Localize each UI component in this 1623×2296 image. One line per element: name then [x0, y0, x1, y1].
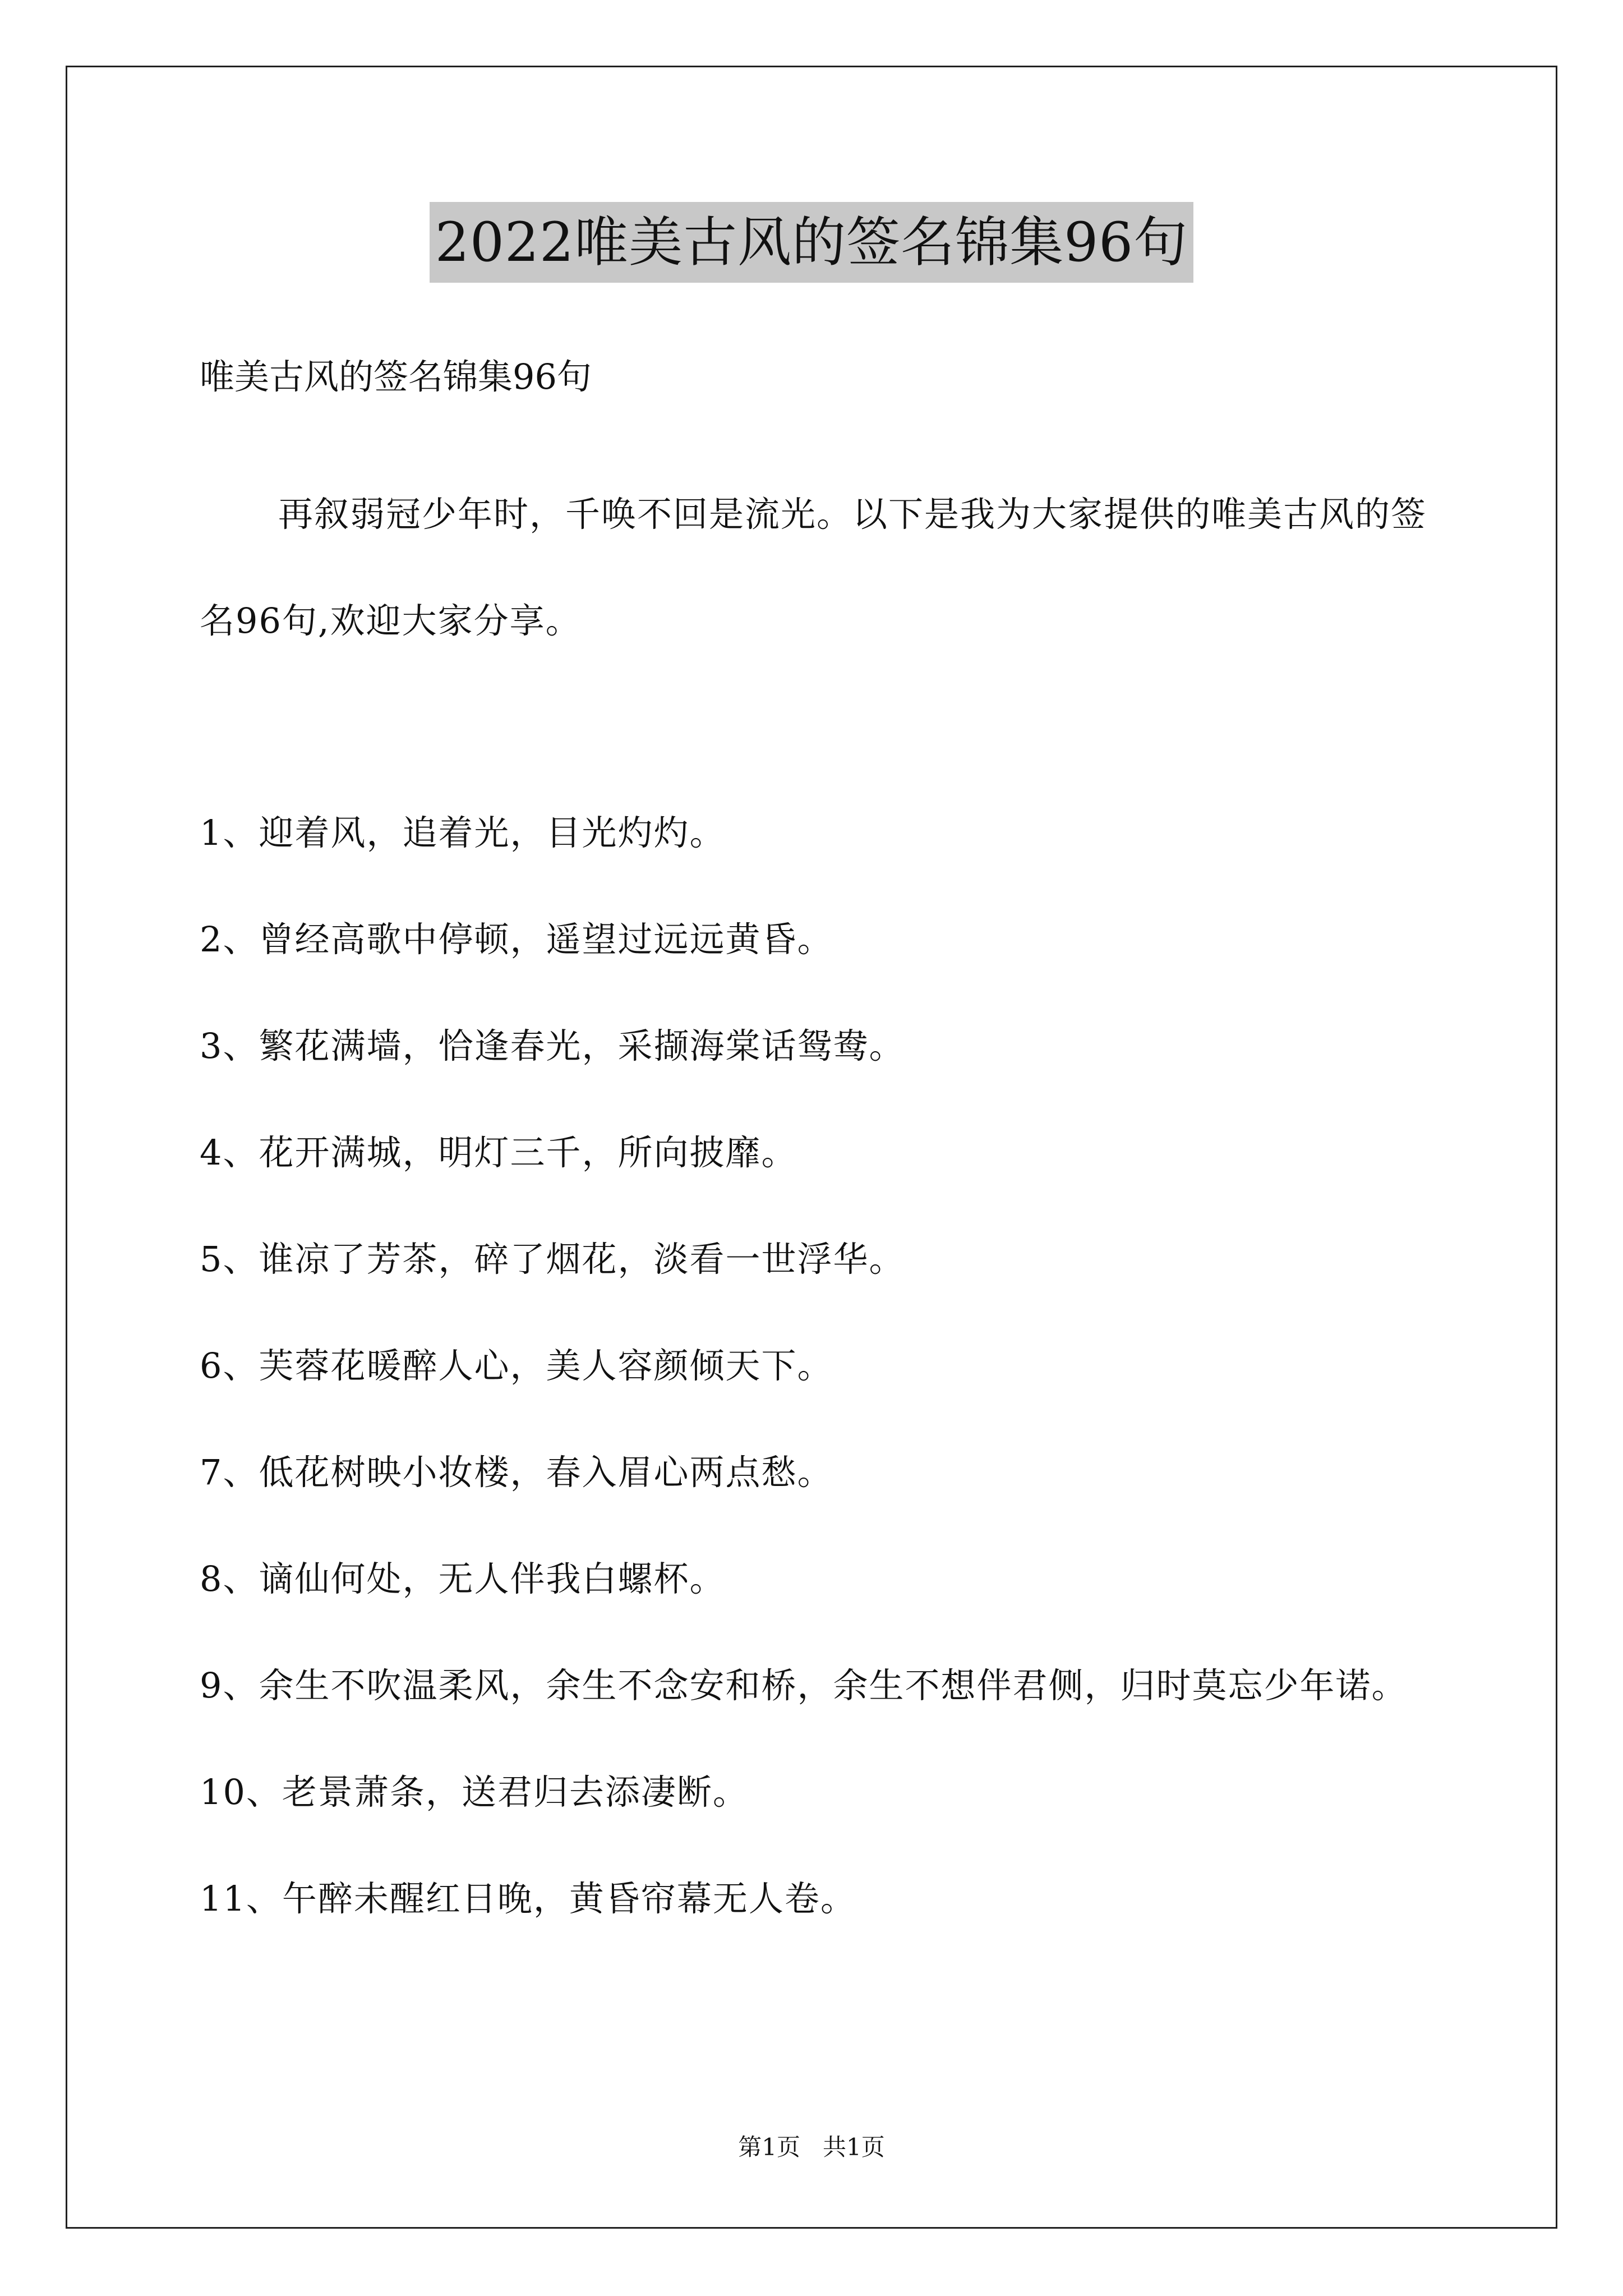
page-number-current: 第1页: [738, 2133, 800, 2161]
document-subtitle: 唯美古风的签名锦集96句: [200, 356, 592, 397]
page-number-total: 共1页: [823, 2133, 885, 2161]
list-item: 1、迎着风，追着光，目光灼灼。: [200, 812, 726, 853]
list-item: 4、花开满城，明灯三千，所向披靡。: [200, 1132, 797, 1173]
list-item: 7、低花树映小妆楼，春入眉心两点愁。: [200, 1452, 833, 1493]
document-title: 2022唯美古风的签名锦集96句: [430, 202, 1193, 283]
quote-list: [200, 780, 1456, 1952]
list-item: 11、午醉未醒红日晚，黄昏帘幕无人卷。: [200, 1878, 856, 1919]
list-item: 10、老景萧条，送君归去添凄断。: [200, 1772, 749, 1812]
title-container: [0, 202, 1623, 283]
list-item: 5、谁凉了芳茶，碎了烟花，淡看一世浮华。: [200, 1239, 905, 1280]
page-footer: [0, 2131, 1623, 2164]
list-item: 3、繁花满墙，恰逢春光，采撷海棠话鸳鸯。: [200, 1025, 905, 1066]
list-item: 8、谪仙何处，无人伴我白螺杯。: [200, 1558, 726, 1599]
list-item: 2、曾经高歌中停顿，遥望过远远黄昏。: [200, 919, 833, 960]
list-item: 6、芙蓉花暖醉人心，美人容颜倾天下。: [200, 1345, 833, 1386]
list-item: 9、余生不吹温柔风，余生不念安和桥，余生不想伴君侧，归时莫忘少年诺。: [200, 1665, 1408, 1706]
intro-paragraph: 再叙弱冠少年时，千唤不回是流光。以下是我为大家提供的唯美古风的签名96句,欢迎大家分享。: [200, 494, 1427, 641]
